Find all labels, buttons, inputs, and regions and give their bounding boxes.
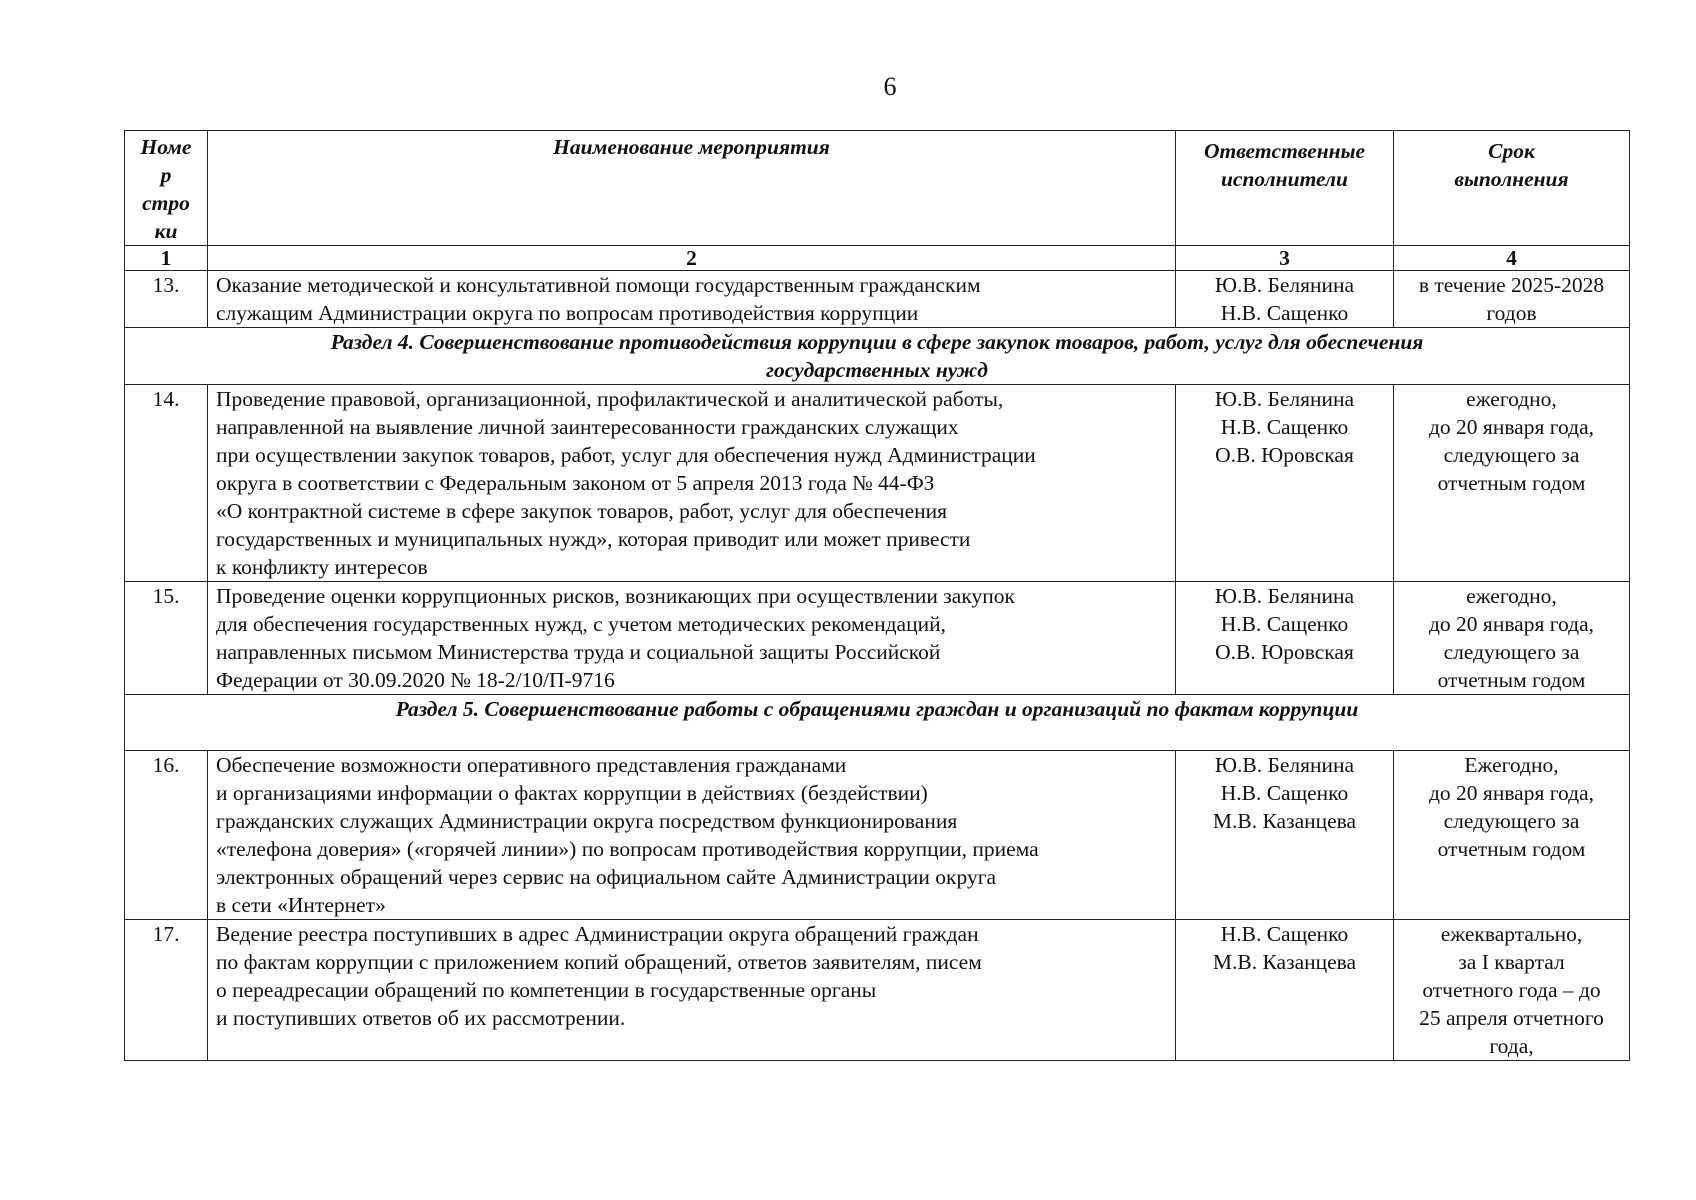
section-4-heading: Раздел 4. Совершенствование противодействия коррупции в сфере закупок товаров, работ, услуг для обеспечения государственных нужд (125, 328, 1630, 385)
measure-text: Ведение реестра поступивших в адрес Администрации округа обращений граждан по фактам коррупции с приложением копий обращений, ответов заявителям, писем о переадресации обращений по компетенции в государственные органы и поступивших ответов об их рассмотрении. (208, 920, 1176, 1061)
table-row (125, 271, 1630, 328)
responsible-persons: Ю.В. Белянина Н.В. Сащенко (1176, 271, 1394, 328)
section-5-heading: Раздел 5. Совершенствование работы с обращениями граждан и организаций по фактам коррупции (125, 695, 1630, 751)
header-responsible: Ответственные исполнители (1176, 131, 1394, 246)
responsible-persons: Ю.В. Белянина Н.В. Сащенко О.В. Юровская (1176, 385, 1394, 582)
page-number: 6 (883, 72, 897, 101)
deadline: Ежегодно, до 20 января года, следующего за отчетным годом (1394, 751, 1630, 920)
table-row (125, 582, 1630, 695)
measure-text: Обеспечение возможности оперативного представления гражданами и организациями информации о фактах коррупции в действиях (бездействии) гражданских служащих Администрации округа посредством функционирования «телефона доверия» («горячей линии») по вопросам противодействия коррупции, приема электронных обращений через сервис на официальном сайте Администрации округа в сети «Интернет» (208, 751, 1176, 920)
section-heading-row (125, 328, 1630, 385)
section-heading-row (125, 695, 1630, 751)
column-number-row (125, 246, 1630, 271)
measures-table (124, 130, 1630, 1061)
measure-text: Проведение оценки коррупционных рисков, возникающих при осуществлении закупок для обеспечения государственных нужд, с учетом методических рекомендаций, направленных письмом Министерства труда и социальной защиты Российской Федерации от 30.09.2020 № 18-2/10/П-9716 (208, 582, 1176, 695)
table-row (125, 920, 1630, 1061)
row-number: 13. (125, 271, 208, 328)
header-row-number: Номе р стро ки (125, 131, 208, 246)
table-row (125, 385, 1630, 582)
header-deadline: Срок выполнения (1394, 131, 1630, 246)
column-number: 1 (125, 246, 208, 271)
column-number: 3 (1176, 246, 1394, 271)
responsible-persons: Н.В. Сащенко М.В. Казанцева (1176, 920, 1394, 1061)
column-number: 4 (1394, 246, 1630, 271)
deadline: ежегодно, до 20 января года, следующего за отчетным годом (1394, 385, 1630, 582)
row-number: 15. (125, 582, 208, 695)
header-measure-name: Наименование мероприятия (208, 131, 1176, 246)
deadline: ежегодно, до 20 января года, следующего за отчетным годом (1394, 582, 1630, 695)
deadline: ежеквартально, за I квартал отчетного года – до 25 апреля отчетного года, (1394, 920, 1630, 1061)
row-number: 16. (125, 751, 208, 920)
table-header-row (125, 131, 1630, 246)
measure-text: Проведение правовой, организационной, профилактической и аналитической работы, направленной на выявление личной заинтересованности гражданских служащих при осуществлении закупок товаров, работ, услуг для обеспечения нужд Администрации округа в соответствии с Федеральным законом от 5 апреля 2013 года № 44-ФЗ «О контрактной системе в сфере закупок товаров, работ, услуг для обеспечения государственных и муниципальных нужд», которая приводит или может привести к конфликту интересов (208, 385, 1176, 582)
column-number: 2 (208, 246, 1176, 271)
measure-text: Оказание методической и консультативной помощи государственным гражданским служащим Администрации округа по вопросам противодействия коррупции (208, 271, 1176, 328)
table-row (125, 751, 1630, 920)
row-number: 14. (125, 385, 208, 582)
responsible-persons: Ю.В. Белянина Н.В. Сащенко М.В. Казанцева (1176, 751, 1394, 920)
responsible-persons: Ю.В. Белянина Н.В. Сащенко О.В. Юровская (1176, 582, 1394, 695)
deadline: в течение 2025-2028 годов (1394, 271, 1630, 328)
row-number: 17. (125, 920, 208, 1061)
